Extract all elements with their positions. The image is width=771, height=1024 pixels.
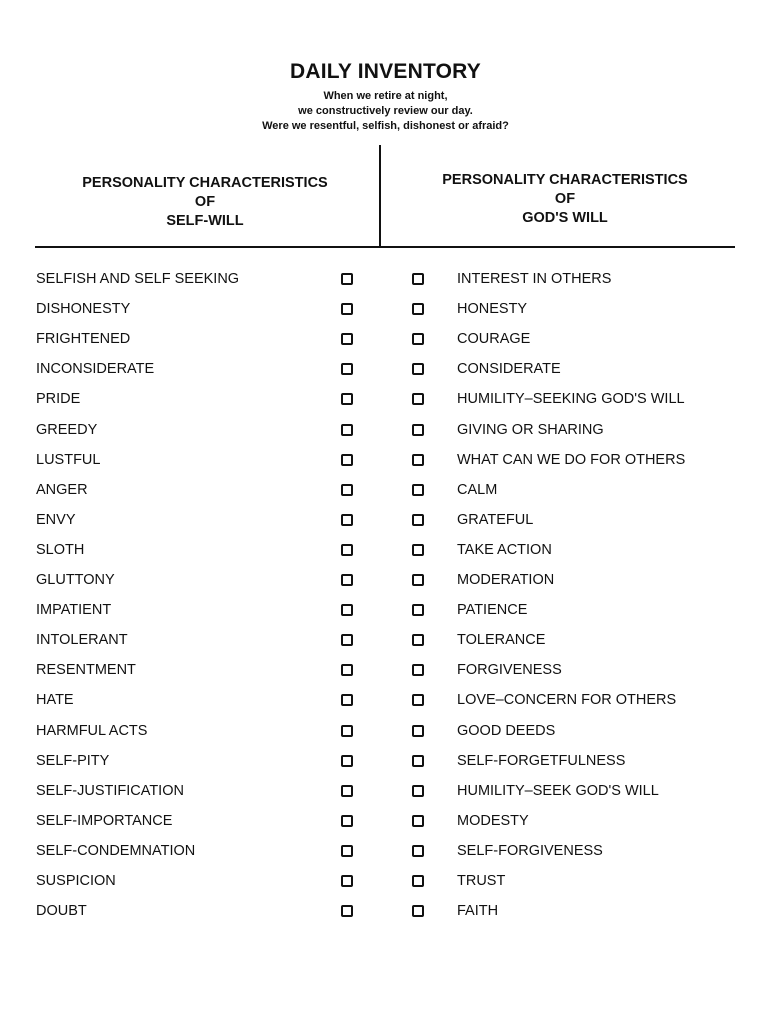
self-will-checkbox[interactable]	[341, 604, 353, 616]
gods-will-checkbox[interactable]	[412, 273, 424, 285]
gods-will-checkbox[interactable]	[412, 755, 424, 767]
gods-will-trait: FAITH	[457, 903, 499, 920]
inventory-row	[0, 631, 771, 661]
inventory-row	[0, 722, 771, 752]
inventory-row	[0, 451, 771, 481]
self-will-checkbox[interactable]	[341, 634, 353, 646]
inventory-row	[0, 872, 771, 902]
right-heading-line-1: PERSONALITY CHARACTERISTICS	[442, 172, 688, 188]
gods-will-trait: INTEREST IN OTHERS	[457, 271, 612, 287]
gods-will-trait: SELF-FORGETFULNESS	[457, 752, 626, 769]
self-will-trait: ANGER	[36, 481, 88, 498]
inventory-row	[0, 812, 771, 842]
gods-will-checkbox[interactable]	[412, 454, 424, 466]
gods-will-trait: CALM	[457, 481, 498, 498]
self-will-trait: SELF-IMPORTANCE	[36, 812, 173, 829]
inventory-row	[0, 782, 771, 812]
gods-will-trait: GOOD DEEDS	[457, 722, 556, 739]
self-will-trait: DOUBT	[36, 903, 87, 920]
inventory-row	[0, 691, 771, 721]
gods-will-trait: TOLERANCE	[457, 632, 546, 649]
left-column-heading	[60, 174, 350, 231]
gods-will-trait: TRUST	[457, 873, 506, 889]
self-will-trait: INCONSIDERATE	[36, 361, 155, 378]
inventory-row	[0, 481, 771, 511]
gods-will-trait: COURAGE	[457, 331, 531, 348]
left-heading-line-3: SELF-WILL	[166, 213, 244, 229]
gods-will-trait: WHAT CAN WE DO FOR OTHERS	[457, 451, 686, 468]
gods-will-trait: GIVING OR SHARING	[457, 421, 604, 438]
inventory-row	[0, 902, 771, 932]
gods-will-checkbox[interactable]	[412, 574, 424, 586]
self-will-checkbox[interactable]	[341, 363, 353, 375]
inventory-row	[0, 421, 771, 451]
gods-will-trait: TAKE ACTION	[457, 541, 552, 558]
self-will-trait: RESENTMENT	[36, 662, 136, 679]
self-will-trait: INTOLERANT	[36, 632, 128, 649]
self-will-trait: PRIDE	[36, 391, 81, 408]
gods-will-checkbox[interactable]	[412, 664, 424, 676]
right-column-heading	[420, 171, 710, 228]
gods-will-checkbox[interactable]	[412, 725, 424, 737]
self-will-trait: DISHONESTY	[36, 301, 131, 318]
self-will-checkbox[interactable]	[341, 845, 353, 857]
gods-will-trait: MODERATION	[457, 572, 555, 588]
gods-will-checkbox[interactable]	[412, 634, 424, 646]
self-will-trait: HATE	[36, 692, 74, 709]
gods-will-checkbox[interactable]	[412, 875, 424, 887]
self-will-trait: GREEDY	[36, 421, 98, 438]
self-will-checkbox[interactable]	[341, 755, 353, 767]
self-will-checkbox[interactable]	[341, 785, 353, 797]
self-will-trait: HARMFUL ACTS	[36, 722, 148, 739]
inventory-row	[0, 601, 771, 631]
subtitle-line-1: When we retire at night,	[323, 90, 448, 102]
gods-will-trait: MODESTY	[457, 812, 529, 829]
self-will-checkbox[interactable]	[341, 544, 353, 556]
inventory-row	[0, 541, 771, 571]
self-will-trait: LUSTFUL	[36, 451, 101, 468]
inventory-row	[0, 571, 771, 601]
self-will-trait: SELFISH AND SELF SEEKING	[36, 271, 240, 287]
gods-will-trait: GRATEFUL	[457, 511, 534, 528]
left-heading-line-1: PERSONALITY CHARACTERISTICS	[82, 175, 328, 191]
gods-will-checkbox[interactable]	[412, 303, 424, 315]
gods-will-checkbox[interactable]	[412, 604, 424, 616]
gods-will-checkbox[interactable]	[412, 333, 424, 345]
inventory-row	[0, 752, 771, 782]
right-heading-line-3: GOD'S WILL	[522, 210, 608, 226]
self-will-checkbox[interactable]	[341, 815, 353, 827]
subtitle-line-2: we constructively review our day.	[298, 105, 473, 117]
self-will-checkbox[interactable]	[341, 514, 353, 526]
self-will-checkbox[interactable]	[341, 694, 353, 706]
self-will-checkbox[interactable]	[341, 664, 353, 676]
gods-will-checkbox[interactable]	[412, 363, 424, 375]
self-will-trait: GLUTTONY	[36, 572, 115, 588]
gods-will-trait: HUMILITY–SEEKING GOD'S WILL	[457, 391, 685, 408]
self-will-trait: SUSPICION	[36, 873, 116, 889]
gods-will-trait: LOVE–CONCERN FOR OTHERS	[457, 692, 677, 709]
self-will-checkbox[interactable]	[341, 574, 353, 586]
gods-will-checkbox[interactable]	[412, 484, 424, 496]
gods-will-checkbox[interactable]	[412, 514, 424, 526]
self-will-checkbox[interactable]	[341, 333, 353, 345]
gods-will-trait: HUMILITY–SEEK GOD'S WILL	[457, 782, 659, 799]
gods-will-checkbox[interactable]	[412, 815, 424, 827]
left-heading-line-2: OF	[194, 194, 216, 210]
self-will-trait: SELF-CONDEMNATION	[36, 842, 196, 859]
self-will-checkbox[interactable]	[341, 484, 353, 496]
subtitle-line-3: Were we resentful, selfish, dishonest or afraid?	[262, 120, 509, 132]
inventory-row	[0, 661, 771, 691]
page-title: DAILY INVENTORY	[290, 60, 481, 83]
self-will-checkbox[interactable]	[341, 273, 353, 285]
self-will-trait: ENVY	[36, 511, 76, 528]
inventory-row	[0, 842, 771, 872]
gods-will-trait: SELF-FORGIVENESS	[457, 842, 603, 859]
self-will-checkbox[interactable]	[341, 303, 353, 315]
right-heading-line-2: OF	[554, 191, 576, 207]
inventory-row	[0, 511, 771, 541]
gods-will-checkbox[interactable]	[412, 845, 424, 857]
self-will-checkbox[interactable]	[341, 393, 353, 405]
gods-will-trait: PATIENCE	[457, 602, 528, 619]
self-will-trait: SELF-JUSTIFICATION	[36, 782, 184, 799]
gods-will-checkbox[interactable]	[412, 424, 424, 436]
gods-will-trait: CONSIDERATE	[457, 361, 561, 378]
self-will-checkbox[interactable]	[341, 424, 353, 436]
gods-will-checkbox[interactable]	[412, 393, 424, 405]
self-will-trait: IMPATIENT	[36, 602, 112, 619]
inventory-row	[0, 390, 771, 420]
self-will-checkbox[interactable]	[341, 905, 353, 917]
self-will-trait: SELF-PITY	[36, 752, 110, 769]
self-will-checkbox[interactable]	[341, 725, 353, 737]
gods-will-trait: FORGIVENESS	[457, 662, 562, 679]
inventory-row	[0, 330, 771, 360]
heading-divider-horizontal	[35, 246, 735, 248]
inventory-row	[0, 360, 771, 390]
self-will-trait: FRIGHTENED	[36, 331, 131, 348]
gods-will-checkbox[interactable]	[412, 905, 424, 917]
gods-will-trait: HONESTY	[457, 301, 528, 318]
heading-divider-vertical	[379, 145, 381, 247]
gods-will-checkbox[interactable]	[412, 694, 424, 706]
self-will-checkbox[interactable]	[341, 875, 353, 887]
self-will-checkbox[interactable]	[341, 454, 353, 466]
self-will-trait: SLOTH	[36, 541, 85, 558]
inventory-row	[0, 270, 771, 300]
gods-will-checkbox[interactable]	[412, 785, 424, 797]
inventory-row	[0, 300, 771, 330]
gods-will-checkbox[interactable]	[412, 544, 424, 556]
